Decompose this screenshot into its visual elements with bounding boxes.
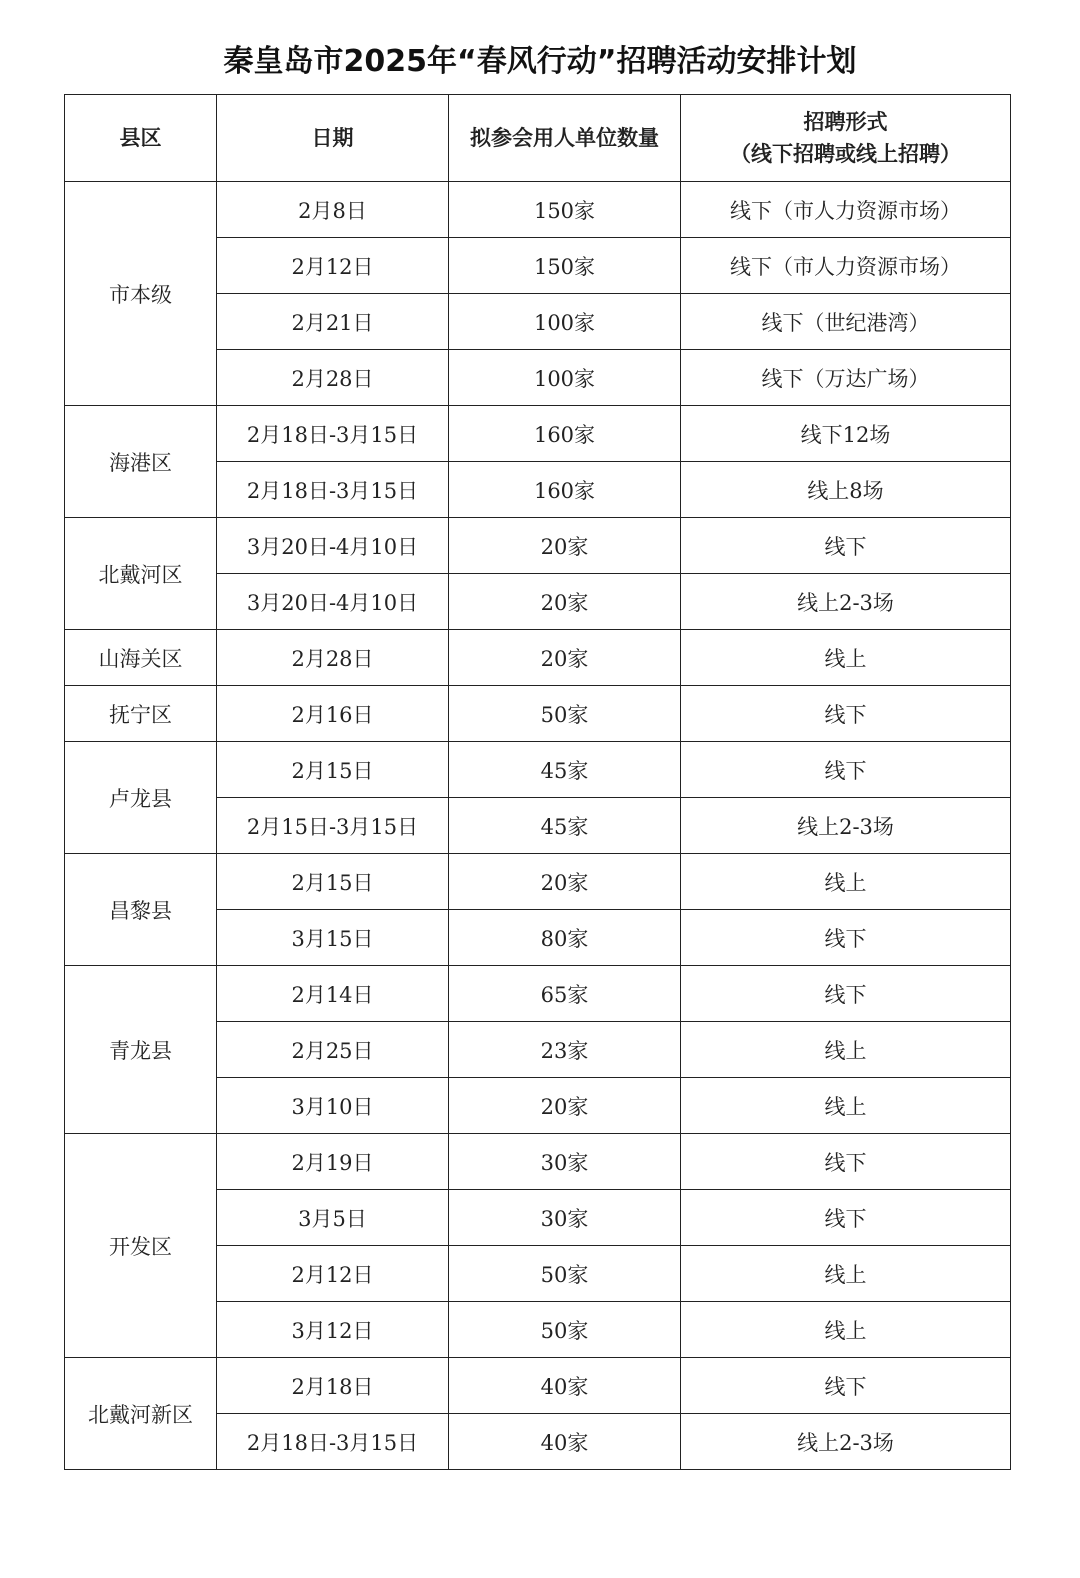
format-cell: 线上2-3场 — [681, 1414, 1011, 1470]
header-count: 拟参会用人单位数量 — [449, 95, 681, 182]
count-cell: 50家 — [449, 1246, 681, 1302]
count-cell: 45家 — [449, 798, 681, 854]
count-cell: 20家 — [449, 1078, 681, 1134]
format-cell: 线上2-3场 — [681, 574, 1011, 630]
header-date: 日期 — [217, 95, 449, 182]
count-cell: 20家 — [449, 630, 681, 686]
format-cell: 线下（万达广场） — [681, 350, 1011, 406]
table-row — [65, 406, 1011, 462]
table-header-row — [65, 95, 1011, 182]
date-cell: 2月12日 — [217, 1246, 449, 1302]
count-cell: 40家 — [449, 1414, 681, 1470]
district-cell: 昌黎县 — [65, 854, 217, 966]
format-cell: 线上 — [681, 1302, 1011, 1358]
table-row — [65, 630, 1011, 686]
header-district: 县区 — [65, 95, 217, 182]
district-cell: 开发区 — [65, 1134, 217, 1358]
table-row — [65, 966, 1011, 1022]
date-cell: 3月12日 — [217, 1302, 449, 1358]
count-cell: 23家 — [449, 1022, 681, 1078]
district-cell: 抚宁区 — [65, 686, 217, 742]
format-cell: 线上 — [681, 1246, 1011, 1302]
format-cell: 线下 — [681, 1358, 1011, 1414]
table-body — [65, 182, 1011, 1470]
district-cell: 市本级 — [65, 182, 217, 406]
district-cell: 卢龙县 — [65, 742, 217, 854]
count-cell: 160家 — [449, 406, 681, 462]
count-cell: 50家 — [449, 686, 681, 742]
district-cell: 海港区 — [65, 406, 217, 518]
date-cell: 2月28日 — [217, 350, 449, 406]
district-cell: 北戴河新区 — [65, 1358, 217, 1470]
table-row — [65, 742, 1011, 798]
header-format — [681, 95, 1011, 182]
count-cell: 40家 — [449, 1358, 681, 1414]
count-cell: 100家 — [449, 350, 681, 406]
date-cell: 2月25日 — [217, 1022, 449, 1078]
count-cell: 150家 — [449, 182, 681, 238]
date-cell: 3月5日 — [217, 1190, 449, 1246]
count-cell: 20家 — [449, 574, 681, 630]
count-cell: 100家 — [449, 294, 681, 350]
count-cell: 150家 — [449, 238, 681, 294]
count-cell: 20家 — [449, 854, 681, 910]
date-cell: 3月20日-4月10日 — [217, 518, 449, 574]
format-cell: 线下 — [681, 966, 1011, 1022]
count-cell: 50家 — [449, 1302, 681, 1358]
date-cell: 2月21日 — [217, 294, 449, 350]
date-cell: 2月18日 — [217, 1358, 449, 1414]
format-cell: 线下 — [681, 518, 1011, 574]
format-cell: 线上8场 — [681, 462, 1011, 518]
date-cell: 2月19日 — [217, 1134, 449, 1190]
date-cell: 2月15日 — [217, 854, 449, 910]
district-cell: 北戴河区 — [65, 518, 217, 630]
date-cell: 2月8日 — [217, 182, 449, 238]
format-cell: 线下 — [681, 742, 1011, 798]
district-cell: 青龙县 — [65, 966, 217, 1134]
date-cell: 2月18日-3月15日 — [217, 406, 449, 462]
count-cell: 30家 — [449, 1134, 681, 1190]
count-cell: 20家 — [449, 518, 681, 574]
date-cell: 2月12日 — [217, 238, 449, 294]
format-cell: 线下（市人力资源市场） — [681, 238, 1011, 294]
count-cell: 80家 — [449, 910, 681, 966]
date-cell: 3月10日 — [217, 1078, 449, 1134]
page-title: 秦皇岛市2025年“春风行动”招聘活动安排计划 — [223, 44, 857, 79]
table-row — [65, 686, 1011, 742]
format-cell: 线下 — [681, 1190, 1011, 1246]
format-cell: 线下（世纪港湾） — [681, 294, 1011, 350]
recruitment-plan-table — [64, 94, 1011, 1470]
date-cell: 2月18日-3月15日 — [217, 1414, 449, 1470]
header-format-line2: （线下招聘或线上招聘） — [730, 142, 961, 166]
format-cell: 线上 — [681, 854, 1011, 910]
format-cell: 线下 — [681, 1134, 1011, 1190]
date-cell: 3月20日-4月10日 — [217, 574, 449, 630]
table-row — [65, 1134, 1011, 1190]
district-cell: 山海关区 — [65, 630, 217, 686]
table-row — [65, 518, 1011, 574]
date-cell: 2月15日-3月15日 — [217, 798, 449, 854]
format-cell: 线上2-3场 — [681, 798, 1011, 854]
count-cell: 65家 — [449, 966, 681, 1022]
format-cell: 线下（市人力资源市场） — [681, 182, 1011, 238]
count-cell: 30家 — [449, 1190, 681, 1246]
date-cell: 2月18日-3月15日 — [217, 462, 449, 518]
table-row — [65, 854, 1011, 910]
count-cell: 45家 — [449, 742, 681, 798]
format-cell: 线上 — [681, 1078, 1011, 1134]
header-format-line1: 招聘形式 — [803, 110, 888, 134]
format-cell: 线下12场 — [681, 406, 1011, 462]
date-cell: 2月28日 — [217, 630, 449, 686]
table-row — [65, 182, 1011, 238]
date-cell: 2月15日 — [217, 742, 449, 798]
format-cell: 线下 — [681, 910, 1011, 966]
count-cell: 160家 — [449, 462, 681, 518]
date-cell: 2月14日 — [217, 966, 449, 1022]
format-cell: 线上 — [681, 1022, 1011, 1078]
date-cell: 3月15日 — [217, 910, 449, 966]
format-cell: 线下 — [681, 686, 1011, 742]
format-cell: 线上 — [681, 630, 1011, 686]
date-cell: 2月16日 — [217, 686, 449, 742]
table-row — [65, 1358, 1011, 1414]
